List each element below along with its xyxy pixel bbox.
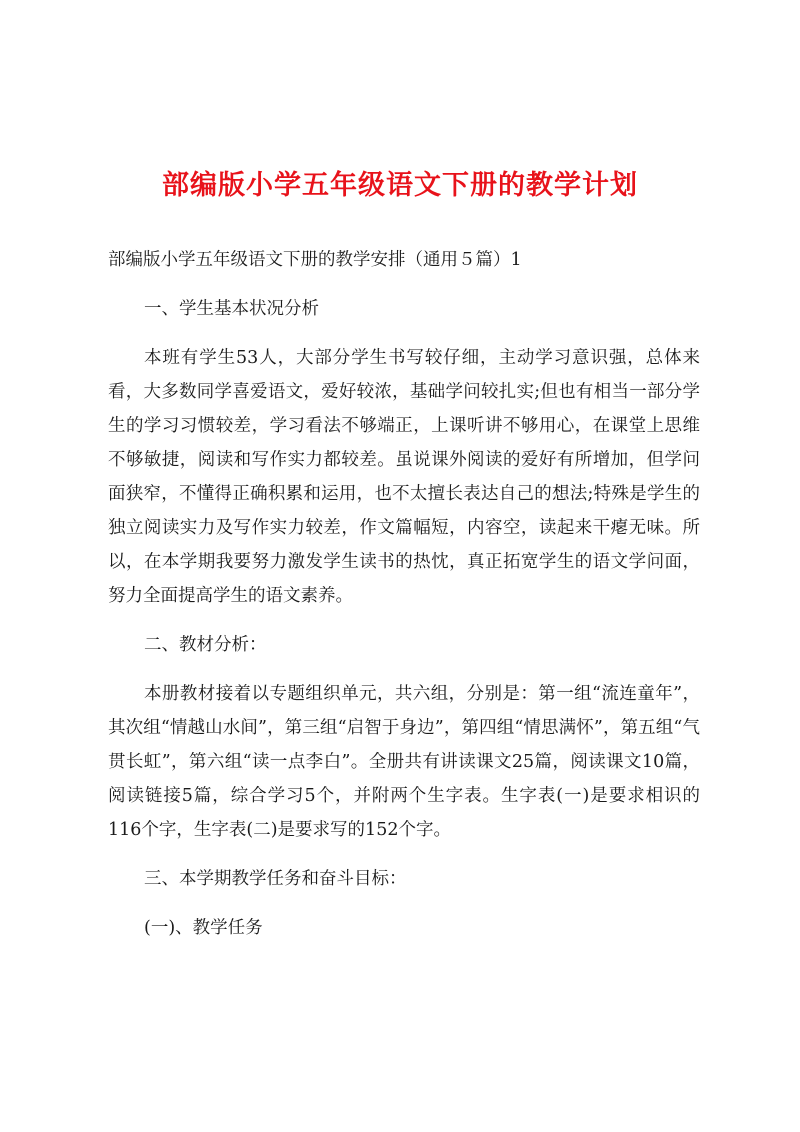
- section-heading-textbook-analysis: 二、教材分析：: [144, 635, 267, 655]
- section-heading-teaching-tasks: (一)、教学任务: [144, 918, 263, 938]
- paragraph-student-analysis: 本班有学生53人，大部分学生书写较仔细，主动学习意识强，总体来看，大多数同学喜爱语文，爱好较浓，基础学问较扎实;但也有相当一部分学生的学习习惯较差，学习看法不够端正，上课听讲不够用心，在课堂上思维不够敏捷，阅读和写作实力都较差。虽说课外阅读的爱好有所增加，但学问面狭窄，不懂得正确积累和运用，也不太擅长表达自己的想法;特殊是学生的独立阅读实力及写作实力较差，作文篇幅短，内容空，读起来干瘪无味。所以，在本学期我要努力激发学生读书的热忱，真正拓宽学生的语文学问面，努力全面提高学生的语文素养。: [108, 348, 700, 606]
- section-heading-student-analysis: 一、学生基本状况分析: [144, 299, 319, 319]
- section-heading-tasks-goals: 三、本学期教学任务和奋斗目标：: [144, 869, 407, 889]
- document-title: 部编版小学五年级语文下册的教学计划: [162, 170, 638, 201]
- document-body: [108, 243, 700, 960]
- paragraph-textbook-analysis: 本册教材接着以专题组织单元，共六组，分别是：第一组“流连童年”，其次组“情越山水间”，第三组“启智于身边”，第四组“情思满怀”，第五组“气贯长虹”，第六组“读一点李白”。全册共有讲读课文25篇，阅读课文10篇，阅读链接5篇，综合学习5个，并附两个生字表。生字表(一)是要求相识的116个字，生字表(二)是要求写的152个字。: [108, 684, 700, 840]
- document-subtitle: 部编版小学五年级语文下册的教学安排（通用５篇）1: [108, 250, 522, 270]
